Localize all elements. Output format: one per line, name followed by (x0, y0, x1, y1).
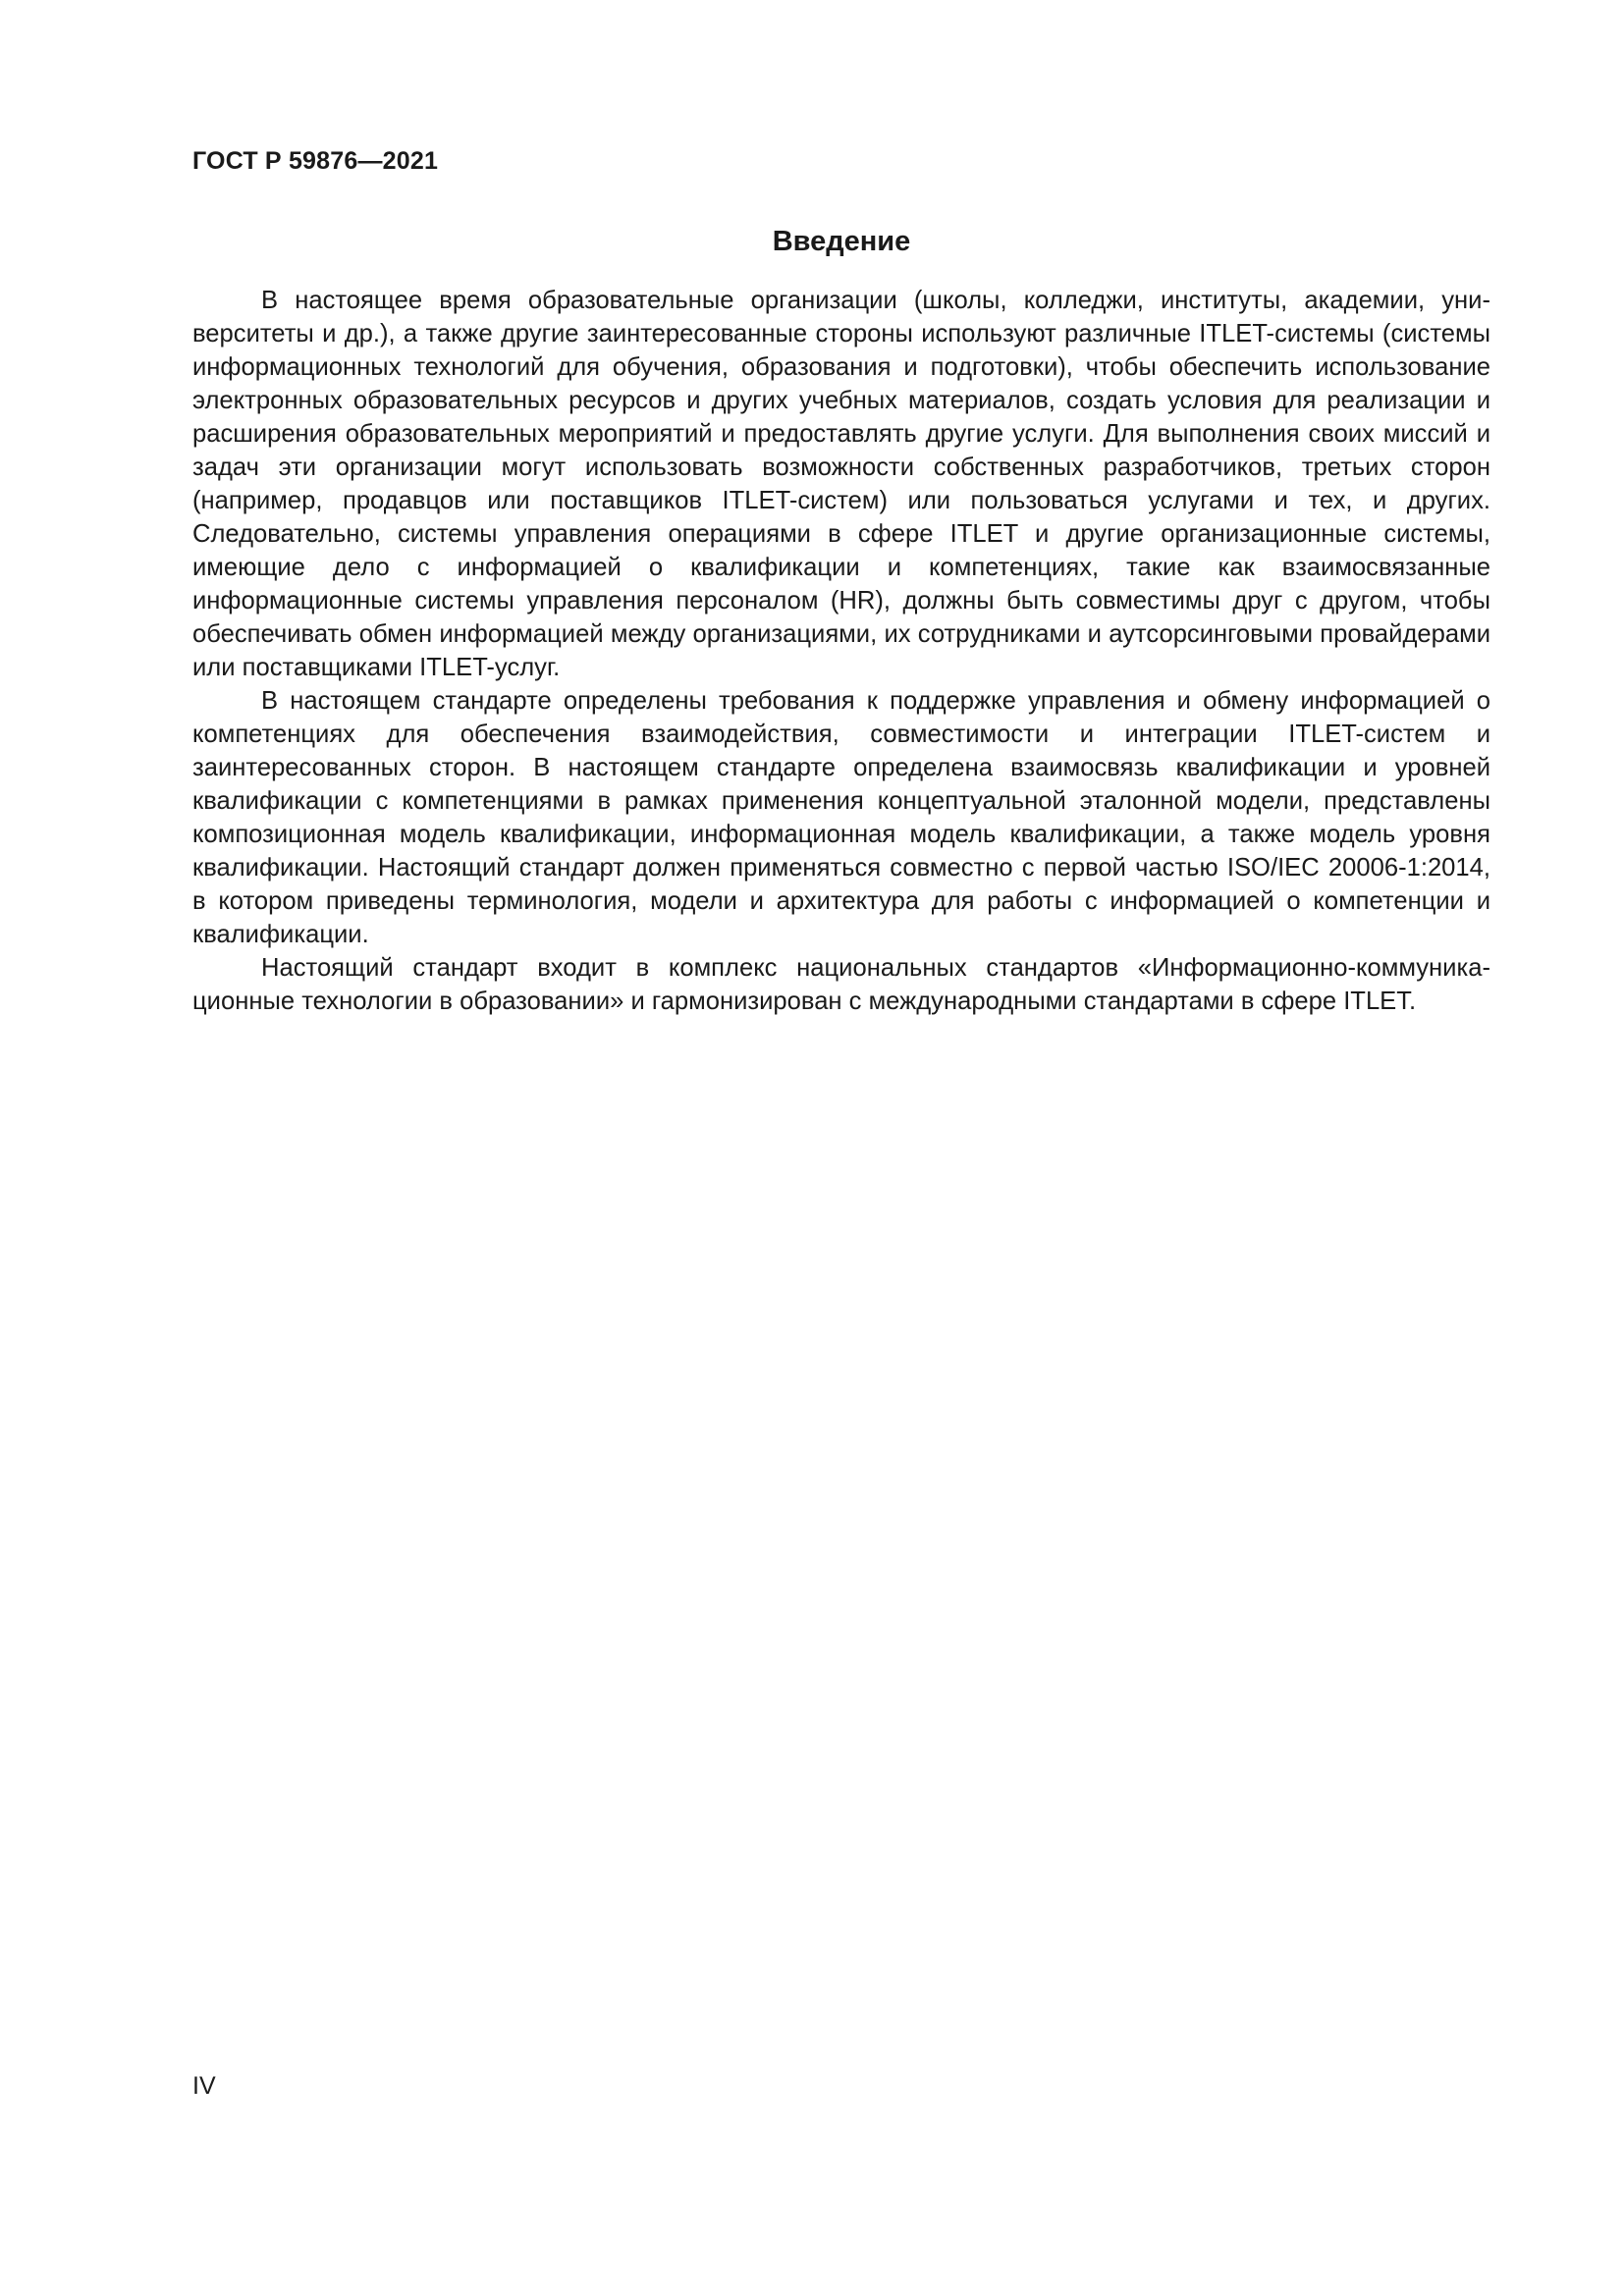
paragraph-1: В настоящее время образовательные организации (школы, колледжи, институты, академии, университеты и др.), а также другие заинтересованные стороны используют различные ITLET-системы (системы информационных технологий для обучения, образования и подготовки), чтобы обеспечить использование электронных образовательных ресурсов и других учебных материалов, создать условия для реализации и расширения образовательных мероприятий и предоставлять другие услуги. Для выполнения своих миссий и задач эти организации могут использовать возможности собственных разработчиков, третьих сторон (например, продавцов или поставщиков ITLET-систем) или пользоваться услугами и тех, и других. Следовательно, системы управления операциями в сфере ITLET и другие организационные системы, имеющие дело с информацией о квалификации и компетенциях, такие как взаимосвязанные информационные системы управления персоналом (HR), должны быть совместимы друг с другом, чтобы обеспечивать обмен информацией между организациями, их сотрудниками и аутсорсинговыми провайдерами или поставщиками ITLET-услуг. (192, 287, 1490, 681)
paragraph-2: В настоящем стандарте определены требования к поддержке управления и обмену информацией о компетенциях для обеспечения взаимодействия, совместимости и интеграции ITLET-систем и заинтересованных сторон. В настоящем стандарте определена взаимосвязь квалификации и уровней квалификации с компетенциями в рамках применения концептуальной эталонной модели, представлены композиционная модель квалификации, информационная модель квалификации, а также модель уровня квалификации. Настоящий стандарт должен применяться совместно с первой частью ISO/IEC 20006-1:2014, в котором приведены терминология, модели и архитектура для работы с информацией о компетенции и квалификации. (192, 687, 1490, 948)
section-title: Введение (772, 226, 911, 257)
document-code-header: ГОСТ Р 59876—2021 (192, 147, 439, 175)
page-number: IV (192, 2072, 216, 2100)
paragraph-3: Настоящий стандарт входит в комплекс национальных стандартов «Информационно-коммуникационные технологии в образовании» и гармонизирован с международными стандартами в сфере ITLET. (192, 954, 1490, 1015)
section-body (192, 284, 1490, 1018)
